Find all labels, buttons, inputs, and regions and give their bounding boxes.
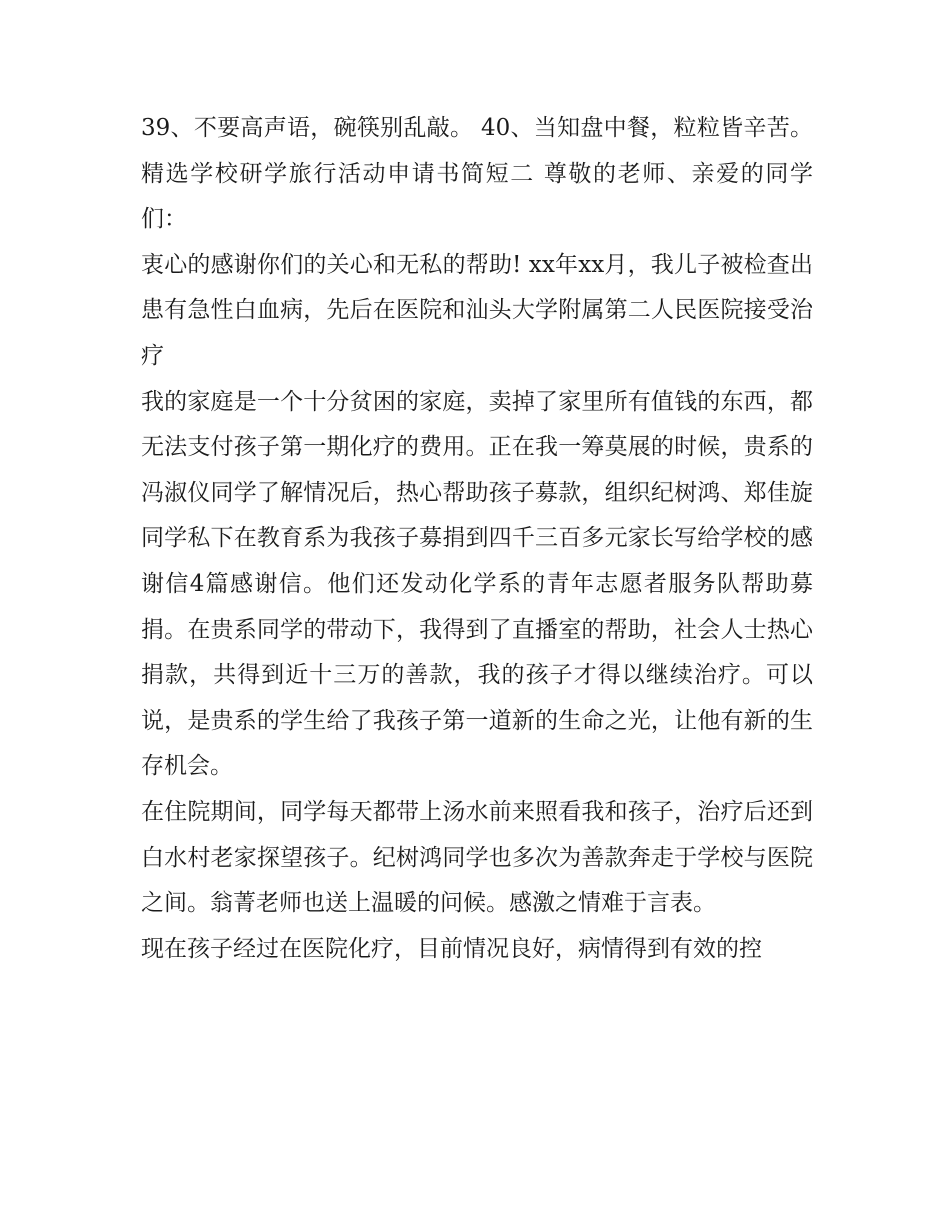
paragraph-intro: 39、不要高声语，碗筷别乱敲。 40、当知盘中餐，粒粒皆辛苦。 精选学校研学旅行活动申请书简短二 尊敬的老师、亲爱的同学们： (141, 115, 813, 233)
document-body (141, 106, 813, 972)
paragraph-family: 我的家庭是一个十分贫困的家庭，卖掉了家里所有值钱的东西，都无法支付孩子第一期化疗的费用。正在我一筹莫展的时候，贵系的冯淑仪同学了解情况后，热心帮助孩子募款，组织纪树鸿、郑佳旋同学私下在教育系为我孩子募捐到四千三百多元家长写给学校的感谢信4篇感谢信。他们还发动化学系的青年志愿者服务队帮助募捐。在贵系同学的带动下，我得到了直播室的帮助，社会人士热心捐款，共得到近十三万的善款，我的孩子才得以继续治疗。可以说，是贵系的学生给了我孩子第一道新的生命之光，让他有新的生存机会。 (141, 388, 813, 780)
paragraph-thanks: 衷心的感谢你们的关心和无私的帮助! xx年xx月，我儿子被检查出患有急性白血病，先后在医院和汕头大学附属第二人民医院接受治疗 (141, 251, 813, 369)
paragraph-hospital: 在住院期间，同学每天都带上汤水前来照看我和孩子，治疗后还到白水村老家探望孩子。纪树鸿同学也多次为善款奔走于学校与医院之间。翁菁老师也送上温暖的问候。感激之情难于言表。 (141, 798, 813, 917)
paragraph-current: 现在孩子经过在医院化疗，目前情况良好，病情得到有效的控 (141, 935, 762, 962)
